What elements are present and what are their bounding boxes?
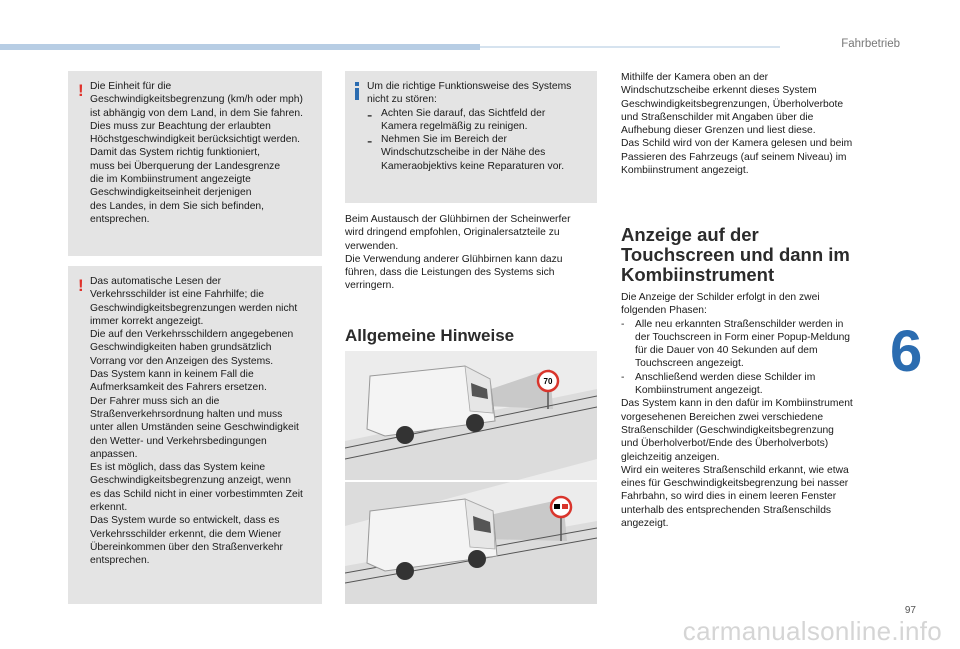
header-accent-line [480, 46, 780, 48]
text-line: Übereinkommen über den Straßenverkehr [90, 541, 283, 553]
text-line: verwenden. [345, 240, 399, 252]
heading-touchscreen-display [621, 225, 850, 285]
watermark-link[interactable]: carmanualsonline.info [682, 616, 942, 646]
bullet-item [621, 371, 876, 398]
bullet-item [621, 318, 876, 371]
text-line: gleichzeitig anzeigen. [621, 451, 720, 463]
text-line: und Straßenschilder mit Angaben über die [621, 111, 814, 123]
text-line: Die Anzeige der Schilder erfolgt in den zwei [621, 292, 820, 303]
warning-exclamation-icon: ! [78, 276, 84, 295]
info-box-camera [345, 71, 597, 203]
text-line: Fahrbahn, so wird dies in einem leeren Fenster [621, 491, 837, 503]
bullet-dash: - [367, 106, 373, 124]
warning-exclamation-icon: ! [78, 81, 84, 100]
text-line: Kombiinstrument angezeigt. [635, 385, 763, 397]
text-line: Geschwindigkeitsbegrenzungen, Überholverbote [621, 98, 844, 110]
text-line: folgenden Phasen: [621, 305, 707, 317]
text-line: verringern. [345, 280, 395, 292]
text-line: ist abhängig von dem Land, in dem Sie fahren. [90, 107, 303, 119]
heading-general-notes: Allgemeine Hinweise [345, 326, 515, 345]
text-line: anpassen. [90, 448, 138, 460]
van-sign-illustration [345, 351, 597, 604]
text-line: Geschwindigkeitsbegrenzung (km/h oder mph) [90, 94, 303, 106]
page-number: 97 [904, 605, 916, 616]
text-line: eines für Geschwindigkeitsbegrenzung bei nasser [621, 478, 849, 490]
text-line: Geschwindigkeitseinheit derjenigen [90, 187, 252, 199]
text-line: muss bei Überquerung der Landesgrenze [90, 160, 281, 172]
info-i-icon [353, 82, 361, 100]
text-line: Wird ein weiteres Straßenschild erkannt, wie etwa [621, 464, 849, 476]
camera-system-intro [621, 71, 881, 177]
text-line: Verkehrsschilder erkennt, die dem Wiener [90, 528, 282, 540]
text-line: Es ist möglich, dass das System keine [90, 462, 266, 474]
text-line: entsprechen. [90, 213, 150, 225]
text-line: der Touchscreen in Form einer Popup-Meldung [635, 331, 851, 343]
text-line: Windschutzscheibe erkennt dieses System [621, 85, 817, 97]
text-line: Aufmerksamkeit des Fahrers ersetzen. [90, 382, 267, 394]
text-line: angezeigt. [621, 518, 669, 530]
text-line: Das automatische Lesen der [90, 276, 222, 287]
warning-box-unit-text [90, 80, 318, 226]
text-line: Dies muss zur Beachtung der erlaubten [90, 120, 271, 132]
warning-box-reading [68, 266, 322, 604]
text-line: unterhalb des entsprechenden Straßenschilds [621, 504, 832, 516]
bullet-item [367, 107, 595, 134]
text-line: Damit das System richtig funktioniert, [90, 147, 260, 159]
heading-line: Touchscreen und dann im [621, 244, 850, 265]
text-line: Das System wurde so entwickelt, dass es [90, 515, 280, 527]
bullet-dash: - [367, 133, 373, 151]
text-line: wird dringend empfohlen, Originalersatzteile zu [345, 227, 560, 239]
text-line: entsprechen. [90, 555, 150, 567]
text-line: Passieren des Fahrzeugs (auf seinem Niveau) im [621, 151, 847, 163]
text-line: Anschließend werden diese Schilder im [635, 371, 816, 383]
text-line: es das Schild nicht in einer vorbestimmten Zeit [90, 488, 303, 500]
text-line: den Wetter- und Verkehrsbedingungen [90, 435, 267, 447]
text-line: Touchscreen angezeigt. [635, 358, 744, 370]
illustration-canvas [345, 351, 597, 604]
text-line: Die auf den Verkehrsschildern angegebenen [90, 329, 294, 341]
text-line: Mithilfe der Kamera oben an der [621, 72, 769, 83]
heading-line: Anzeige auf der [621, 224, 759, 245]
text-line: Geschwindigkeiten haben grundsätzlich [90, 342, 272, 354]
heading-line: Kombiinstrument [621, 264, 775, 285]
display-phases-text [621, 291, 876, 530]
text-line: nicht zu stören: [367, 94, 437, 106]
text-line: Nehmen Sie im Bereich der [381, 134, 507, 146]
text-line: führen, dass die Leistungen des Systems sich [345, 267, 555, 279]
text-line: vorgesehenen Bereichen zwei verschiedene [621, 411, 824, 423]
text-line: erkennt. [90, 502, 128, 514]
info-box-text [367, 80, 595, 173]
text-line: Verkehrsschilder ist eine Fahrhilfe; die [90, 289, 264, 301]
text-line: Die Verwendung anderer Glühbirnen kann dazu [345, 253, 563, 265]
text-line: Alle neu erkannten Straßenschilder werden in [635, 318, 844, 330]
text-line: Kamera regelmäßig zu reinigen. [381, 120, 528, 132]
text-line: Um die richtige Funktionsweise des Systems [367, 81, 572, 92]
text-line: Der Fahrer muss sich an die [90, 395, 220, 407]
section-title: Fahrbetrieb [841, 38, 900, 50]
text-line: Vorrang vor den Anzeigen des Systems. [90, 355, 274, 367]
text-line: des Landes, in dem Sie sich befinden, [90, 200, 265, 212]
bulb-replacement-text [345, 213, 597, 293]
text-line: Die Einheit für die [90, 81, 172, 92]
text-line: Geschwindigkeitsbegrenzung anzeigt, wenn [90, 475, 291, 487]
text-line: für die Dauer von 40 Sekunden auf dem [635, 345, 818, 357]
text-line: die im Kombiinstrument angezeigte [90, 174, 251, 186]
text-line: Das System kann in keinem Fall die [90, 369, 254, 381]
text-line: und Überholverbot/Ende des Überholverbots) [621, 438, 829, 450]
text-line: Aufhebung dieser Grenzen und liest diese. [621, 125, 816, 137]
bullet-dash: - [621, 371, 625, 383]
chapter-number: 6 [890, 319, 923, 384]
text-line: Kameraobjektivs keine Reparaturen vor. [381, 160, 565, 172]
text-line: immer korrekt angezeigt. [90, 315, 204, 327]
text-line: Straßenschilder (Geschwindigkeitsbegrenzung [621, 424, 834, 436]
warning-box-reading-text [90, 275, 320, 568]
bullet-dash: - [621, 318, 625, 330]
no-overtaking-sign-icon [551, 497, 571, 517]
text-line: Kombiinstrument angezeigt. [621, 165, 749, 177]
text-line: Beim Austausch der Glühbirnen der Scheinwerfer [345, 214, 571, 225]
text-line: Geschwindigkeitsbegrenzungen werden nicht [90, 302, 298, 314]
header-accent-bar [0, 44, 480, 50]
warning-box-unit [68, 71, 322, 256]
text-line: Höchstgeschwindigkeit berücksichtigt werden. [90, 134, 301, 146]
bullet-item [367, 133, 595, 173]
speed-limit-sign-label: 70 [543, 377, 553, 386]
text-line: Straßenverkehrsordnung halten und muss [90, 408, 283, 420]
text-line: Das System kann in den dafür im Kombiinstrument [621, 398, 853, 410]
text-line: Achten Sie darauf, das Sichtfeld der [381, 107, 546, 119]
text-line: unter allen Umständen seine Geschwindigkeit [90, 422, 299, 434]
text-line: Windschutzscheibe in der Nähe des [381, 147, 546, 159]
text-line: Das Schild wird von der Kamera gelesen und beim [621, 138, 853, 150]
